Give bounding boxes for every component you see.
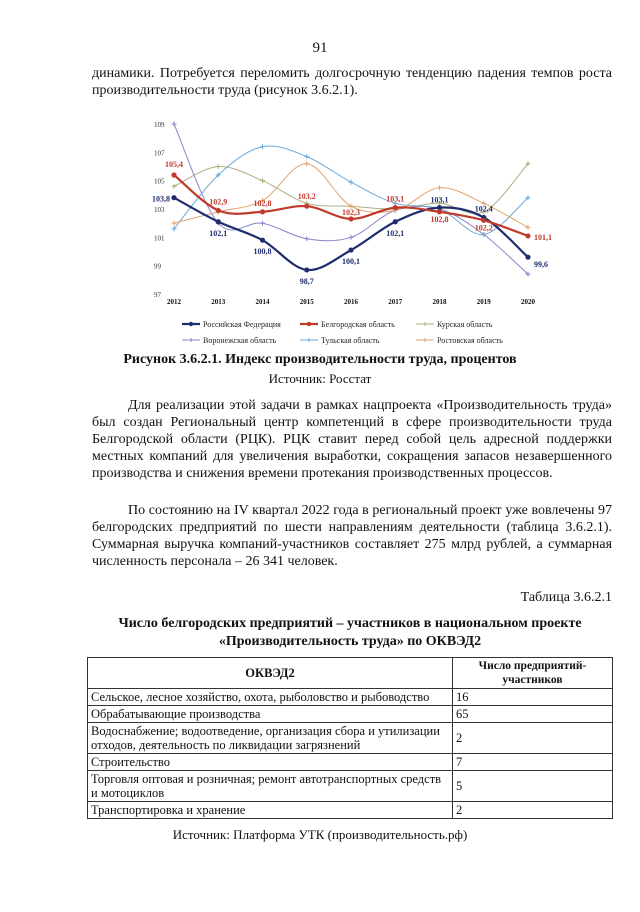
data-point: [216, 219, 221, 224]
y-tick-label: 99: [154, 262, 161, 271]
x-tick-label: 2015: [299, 298, 314, 306]
data-label: 101,1: [534, 232, 552, 242]
table-row: [88, 802, 613, 819]
intro-line-1: динамики. Потребуется переломить долгосрочную тенденцию падения темпов: [92, 66, 574, 81]
table-row: [88, 689, 613, 706]
x-tick-label: 2020: [521, 298, 535, 306]
table-row: [88, 706, 613, 723]
legend-label: Российская Федерация: [203, 320, 281, 329]
data-point: [437, 185, 442, 190]
cell-count: 16: [453, 689, 613, 706]
paragraph-enterprises-line: 26 341 человек.: [245, 554, 338, 569]
intro-paragraph: [92, 65, 612, 99]
data-point: [172, 221, 177, 226]
legend-marker: [189, 322, 193, 326]
cell-count: 5: [453, 771, 613, 802]
cell-count: 2: [453, 802, 613, 819]
table-row: [88, 771, 613, 802]
y-tick-label: 101: [154, 234, 165, 243]
data-label: 102,8: [253, 198, 272, 208]
data-label: 103,1: [430, 195, 449, 205]
y-tick-label: 107: [154, 149, 165, 158]
paragraph-enterprises-line: уже вовлечены 97 белгородских предприятий по шести направлениям: [92, 503, 613, 535]
data-label: 103,8: [152, 194, 170, 204]
figure-caption-text: . Индекс производительности труда, процентов: [218, 352, 517, 367]
cell-count: 2: [453, 723, 613, 754]
data-point: [481, 218, 486, 223]
figure-caption: [0, 352, 640, 368]
data-label: 103,2: [297, 192, 316, 202]
legend-marker: [423, 322, 427, 326]
paragraph-enterprises: [92, 502, 612, 570]
table-source: Источник: Платформа УТК (производительность.рф): [172, 827, 468, 842]
paragraph-rck: [92, 397, 612, 482]
data-point: [526, 225, 531, 230]
data-point: [525, 255, 530, 260]
figure-source: Источник: Росстат: [268, 371, 372, 386]
table-title: [80, 615, 620, 651]
data-point: [437, 209, 442, 214]
data-point: [260, 238, 265, 243]
data-label: 105,4: [165, 160, 183, 169]
data-label: 102,4: [474, 204, 493, 214]
y-tick-label: 109: [154, 121, 165, 129]
cell-activity: Строительство: [88, 754, 453, 771]
data-point: [304, 267, 309, 272]
paragraph-rck-line: Для реализации этой задачи в рамках нацпроекта «Производительность: [128, 398, 568, 413]
data-point: [348, 247, 353, 252]
figure-caption-number: Рисунок 3.6.2.1: [123, 352, 219, 367]
data-label: 102,2: [474, 223, 493, 233]
data-label: 100,8: [253, 247, 272, 257]
productivity-index-chart: [140, 112, 552, 352]
data-label: 102,1: [209, 228, 228, 238]
legend-label: Тульская область: [321, 336, 380, 345]
intro-line-2: роста производительности труда (рисунок 3.6.2.1).: [92, 66, 612, 98]
cell-activity: Обрабатывающие производства: [88, 706, 453, 723]
data-point: [260, 144, 265, 149]
data-point: [171, 195, 176, 200]
data-point: [260, 221, 265, 226]
okved-table: [87, 657, 613, 819]
y-tick-label: 97: [154, 291, 161, 299]
cell-count: 7: [453, 754, 613, 771]
legend-marker: [307, 338, 311, 342]
header-okved: ОКВЭД2: [88, 658, 453, 689]
x-tick-label: 2019: [476, 298, 491, 306]
cell-activity: Торговля оптовая и розничная; ремонт автотранспортных средств и мотоциклов: [88, 771, 453, 802]
data-point: [393, 205, 398, 210]
x-tick-label: 2018: [432, 298, 447, 306]
data-point: [393, 219, 398, 224]
table-row: [88, 723, 613, 754]
x-tick-label: 2012: [167, 298, 181, 306]
y-tick-label: 105: [154, 177, 165, 186]
legend-label: Ростовская область: [437, 336, 503, 345]
data-label: 98,7: [299, 276, 314, 286]
x-tick-label: 2014: [255, 298, 270, 306]
x-tick-label: 2016: [344, 298, 358, 306]
data-point: [304, 204, 309, 209]
legend-label: Белгородская область: [321, 320, 395, 329]
table-title-line-2: «Производительность труда» по ОКВЭД2: [218, 634, 482, 649]
paragraph-rck-line: производительности труда Белгородской области (РЦК). РЦК ставит перед: [92, 415, 613, 447]
paragraph-enterprises-line: По состоянию на IV квартал 2022 года в региональный проект: [128, 503, 502, 518]
cell-count: 65: [453, 706, 613, 723]
data-point: [304, 161, 309, 166]
x-tick-label: 2017: [388, 298, 403, 306]
data-point: [525, 233, 530, 238]
data-label: 100,1: [342, 257, 360, 267]
data-point: [348, 216, 353, 221]
data-point: [349, 180, 354, 185]
legend-marker: [189, 338, 193, 342]
data-label: 102,8: [430, 214, 449, 224]
paragraph-rck-line: сокращения запасов незавершенного производства и снижения времени: [92, 449, 612, 481]
cell-activity: Транспортировка и хранение: [88, 802, 453, 819]
data-label: 102,3: [342, 207, 360, 217]
y-tick-label: 103: [154, 206, 165, 214]
header-count: Число предприятий-участников: [453, 658, 613, 689]
legend-label: Воронежская область: [203, 336, 277, 345]
data-label: 103,1: [386, 194, 405, 204]
data-label: 102,1: [386, 228, 405, 238]
data-point: [172, 184, 177, 189]
data-label: 102,9: [209, 197, 228, 207]
data-point: [216, 164, 221, 169]
x-tick-label: 2013: [211, 298, 226, 306]
data-point: [171, 172, 176, 177]
data-point: [260, 178, 265, 183]
paragraph-enterprises-line: деятельности (таблица 3.6.2.1). Суммарная выручка компаний-участников: [92, 520, 612, 552]
paragraph-enterprises-line: составляет 275 млрд рублей, а суммарная численность персонала –: [92, 537, 613, 569]
data-label: 99,6: [534, 260, 548, 270]
table-title-line-1: Число белгородских предприятий – участников в национальном проекте: [118, 616, 582, 631]
paragraph-rck-line: протекания производственных процессов.: [301, 466, 553, 481]
data-point: [349, 235, 354, 240]
data-point: [172, 122, 177, 127]
data-point: [304, 154, 309, 159]
legend-marker: [307, 322, 311, 326]
cell-activity: Сельское, лесное хозяйство, охота, рыболовство и рыбоводство: [88, 689, 453, 706]
page-number: 91: [312, 40, 328, 56]
data-point: [304, 236, 309, 241]
table-header-row: [88, 658, 613, 689]
data-point: [260, 209, 265, 214]
legend-marker: [423, 338, 427, 342]
table-label: Таблица 3.6.2.1: [520, 590, 612, 605]
legend-label: Курская область: [437, 320, 493, 329]
cell-activity: Водоснабжение; водоотведение, организация сбора и утилизации отходов, деятельность по ликвидации загрязнений: [88, 723, 453, 754]
table-row: [88, 754, 613, 771]
paragraph-rck-line: собой цель адресной поддержки местных компаний для увеличения выработки,: [92, 432, 612, 464]
data-point: [216, 208, 221, 213]
paragraph-rck-line: труда» был создан Региональный центр компетенций в сфере: [92, 398, 612, 430]
